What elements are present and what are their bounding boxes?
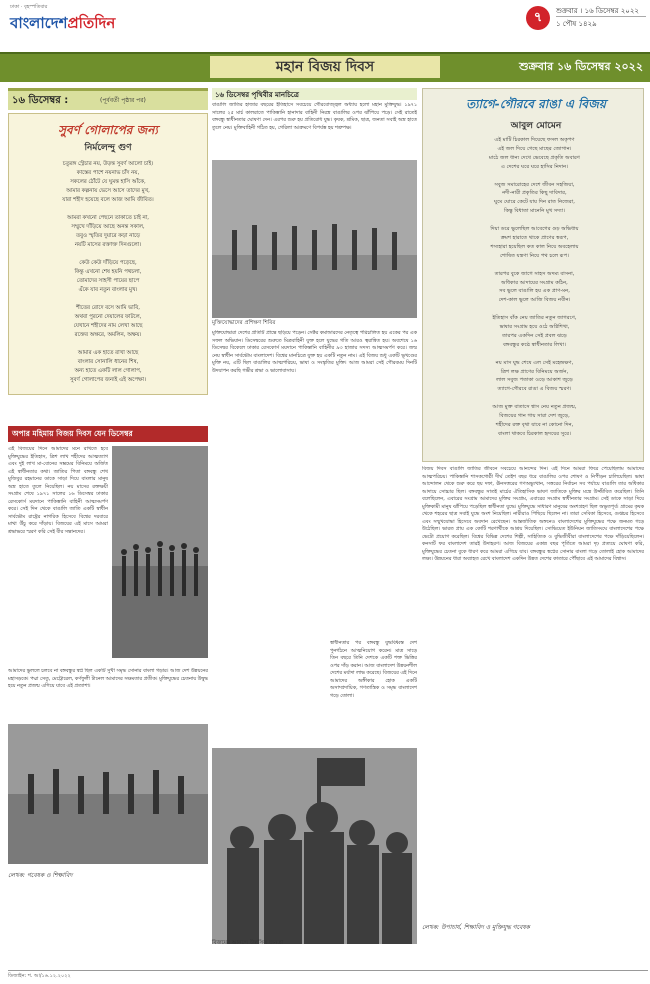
issue-date-bangla: ১ পৌষ ১৪২৯ bbox=[556, 16, 646, 30]
right-article-body: বিজয় দিবস বাঙালি জাতির জীবনে সবচেয়ে আনন্দের দিন। এই দিনে আমরা ফিরে পেয়েছিলাম আমাদের আত্মপরিচয়। পাকিস্তানি শাসকগোষ্ঠী দীর্ঘ তেইশ বছর ধরে বাঙালির ওপর শোষণ ও নিপীড়ন চালিয়েছিল। ভাষা আন্দোলন থেকে শুরু করে ছয় দফা, ঊনসত্তরের গণঅভ্যুত্থান, সত্তরের নির্বাচন সব পর্যায়ে বাঙালি তার অধিকার আদায়ে সোচ্চার ছিল। বঙ্গবন্ধুর সাতই মার্চের ঐতিহাসিক ভাষণ জাতিকে মুক্তির মন্ত্রে উজ্জীবিত করেছিল। তিনি বলেছিলেন, এবারের সংগ্রাম আমাদের মুক্তির সংগ্রাম, এবারের সংগ্রাম স্বাধীনতার সংগ্রাম। সেই ডাকে সাড়া দিয়ে মুক্তিকামী মানুষ ঝাঁপিয়ে পড়েছিল স্বাধীনতা যুদ্ধে। মুক্তিযুদ্ধে সাধারণ মানুষের অংশগ্রহণ ছিল অভূতপূর্ব। গ্রামের কৃষক থেকে শহরের ছাত্র সবাই যুদ্ধে অংশ নিয়েছিল। নারীরাও পিছিয়ে ছিলেন না। তারা সেবিকা হিসেবে, গুপ্তচর হিসেবে এবং সম্মুখযোদ্ধা হিসেবে অবদান রেখেছেন। আন্তর্জাতিক অঙ্গনেও বাংলাদেশের মুক্তিযুদ্ধের পক্ষে জনমত গড়ে উঠেছিল। ভারত প্রায় এক কোটি শরণার্থীকে আশ্রয় দিয়েছিল। সোভিয়েত ইউনিয়ন জাতিসংঘে বাংলাদেশের পক্ষে ভেটো প্রয়োগ করেছিল। বিশ্বের বিভিন্ন দেশের শিল্পী, সাহিত্যিক ও বুদ্ধিজীবীরা বাংলাদেশের পক্ষে দাঁড়িয়েছিলেন। কনসার্ট ফর বাংলাদেশ তারই উদাহরণ। আজ বিজয়ের একান্ন বছর পূর্তিতে আমরা দৃঢ় প্রত্যয়ে ঘোষণা করি, মুক্তিযুদ্ধের চেতনা বুকে ধারণ করে আমরা এগিয়ে যাব। বঙ্গবন্ধুর স্বপ্নের সোনার বাংলা গড়ে তোলাই হোক আমাদের লক্ষ্য। উন্নয়নের ধারা অব্যাহত রেখে বাংলাদেশ একদিন উন্নত দেশের কাতারে পৌঁছাবে এই আমাদের বিশ্বাস। bbox=[422, 466, 644, 562]
left-article-body-2: আমাদের ভুললে চলবে না বঙ্গবন্ধুর স্বপ্ন ছিল একটি সুখী সমৃদ্ধ সোনার বাংলা গড়ার। আজ দেশ উন্নয়নের মহাসড়কে। পদ্মা সেতু, মেট্রোরেল, কর্ণফুলী টানেল আমাদের সক্ষমতার প্রতীক। মুক্তিযুদ্ধের চেতনায় উদ্বুদ্ধ হয়ে নতুন প্রজন্ম এগিয়ে যাবে এই প্রত্যাশা। bbox=[8, 668, 208, 689]
poem-title[interactable]: সুবর্ণ গোলাপের জন্য bbox=[58, 123, 158, 137]
photo1-caption: মুক্তিযোদ্ধাদের প্রশিক্ষণ শিবির bbox=[212, 320, 276, 326]
photo2-caption: বিজয়ের আনন্দে উল্লসিত জনতা bbox=[212, 940, 284, 946]
logo-tagline: ঢাকা · বৃহস্পতিবার bbox=[10, 4, 48, 10]
logo-part-b: প্রতিদিন bbox=[67, 14, 116, 32]
section-date: শুক্রবার ১৬ ডিসেম্বর ২০২২ bbox=[519, 60, 643, 73]
left-article-body: এই বিজয়ের দিনে আমাদের মনে রাখতে হবে মুক্তিযুদ্ধের ইতিহাস, ত্রিশ লাখ শহীদের আত্মত্যাগ এবং দুই লাখ মা-বোনের সম্ভ্রমের বিনিময়ে অর্জিত এই স্বাধীনতার কথা। জাতির পিতা বঙ্গবন্ধু শেখ মুজিবুর রহমানের ডাকে সাড়া দিয়ে বাংলার মানুষ অস্ত্র হাতে তুলে নিয়েছিল। নয় মাসের রক্তক্ষয়ী সংগ্রাম শেষে ১৯৭১ সালের ১৬ ডিসেম্বর ঢাকার রেসকোর্স ময়দানে পাকিস্তানি বাহিনী আত্মসমর্পণ করে। সেই দিন থেকে বাঙালি জাতি একটি স্বাধীন সার্বভৌম রাষ্ট্রের নাগরিক হিসেবে বিশ্বের দরবারে মাথা উঁচু করে দাঁড়ায়। বিজয়ের এই মাসে আমরা শ্রদ্ধাভরে স্মরণ করি সেই বীর সন্তানদের। bbox=[8, 446, 108, 535]
victory-crowd-photo bbox=[212, 748, 417, 944]
training-camp-photo bbox=[212, 160, 417, 318]
poem-verses: চতুরঙ্গ স্ট্রেচার নয়, উড়ন্ত সুবর্ণ আলো চাই। কাস্তের পাশে নয়নাভ চাঁদ নয়, সকলের ঠোঁটে যে ঘুমন্ত হাসি আঁকে, আমার কল্পনায় ভেসে আসে তাদের মুখ, যারা শহীদ হয়েছে বলে আজ আমি জীবিত। আমরা কখনো পেছনে তাকাতে চাই না, সম্মুখে দাঁড়িয়ে আছে অনন্ত সকাল, তবুও স্মৃতির দুয়ারে কড়া নাড়ে নয়টি মাসের রক্তাক্ত দিনগুলো। কেউ কেউ দাঁড়িয়ে পড়েছে, কিন্তু এখনো শেষ হয়নি পথচলা, তোমাদের সাহসী পায়ের ছাপে এঁকে যাব নতুন বাংলার মুখ। শীতের রোদে বসে আমি ভাবি, অথবা পুরনো দেয়ালের ফাটলে, যেখানে শহীদের নাম লেখা আছে রক্তের অক্ষরে, অমলিন, অক্ষয়। আমার এক হাতে রাখা আছে বাংলার সোনালি ধানের শিষ, অন্য হাতে একটি লাল গোলাপ, সুবর্ণ গোলাপের জন্যই এই অপেক্ষা। bbox=[62, 161, 154, 383]
middle-article-intro: বাঙালি জাতির হাজার বছরের ইতিহাসে সবচেয়ে গৌরবোজ্জ্বল অধ্যায় হলো মহান মুক্তিযুদ্ধ। ১৯৭১ সালের ২৫ মার্চ কালরাতে পাকিস্তানি হানাদার বাহিনী নিরস্ত্র বাঙালির ওপর ঝাঁপিয়ে পড়ে। সেই রাতেই বঙ্গবন্ধু স্বাধীনতার ঘোষণা দেন। এরপর শুরু হয় প্রতিরোধ যুদ্ধ। কৃষক, শ্রমিক, ছাত্র, জনতা সবাই অস্ত্র হাতে তুলে নেয়। মুক্তিবাহিনী গঠিত হয়, গেরিলা আক্রমণে বিপর্যস্ত হয় শত্রুপক্ষ। bbox=[212, 102, 417, 131]
page-number-badge: ৭ bbox=[526, 6, 550, 30]
logo-part-a: বাংলাদেশ bbox=[10, 14, 68, 32]
newspaper-logo[interactable] bbox=[10, 4, 160, 32]
left-header-title: ১৬ ডিসেম্বর : bbox=[12, 95, 69, 106]
march-photo bbox=[8, 724, 208, 864]
section-title: মহান বিজয় দিবস bbox=[210, 56, 440, 78]
right-article-byline: লেখক: উপাচার্য, শিক্ষাবিদ ও মুক্তিযুদ্ধ গবেষক bbox=[422, 924, 530, 931]
right-poem-title[interactable]: ত্যাগে-গৌরবে রাঙা এ বিজয় bbox=[466, 97, 606, 111]
middle-article-body-2: স্বাধীনতার পর বঙ্গবন্ধু যুদ্ধবিধ্বস্ত দেশ পুনর্গঠনে আত্মনিয়োগ করেন। মাত্র সাড়ে তিন বছরে তিনি দেশকে একটি শক্ত ভিত্তির ওপর দাঁড় করান। আজ বাংলাদেশ উন্নয়নশীল দেশের মর্যাদা লাভ করেছে। বিজয়ের এই দিনে আমাদের অঙ্গীকার হোক একটি অসাম্প্রদায়িক, গণতান্ত্রিক ও সমৃদ্ধ বাংলাদেশ গড়ে তোলা। bbox=[330, 640, 417, 699]
middle-article-heading[interactable]: ১৬ ডিসেম্বর পৃথিবীর মানচিত্রে bbox=[212, 88, 417, 100]
left-article-byline: লেখক: গবেষক ও শিক্ষাবিদ bbox=[8, 872, 73, 879]
right-poem-verses: এই মাটি চিরকাল দিয়েছে ফসল অকৃপণ এই জল দিয়ে গেছে মাছের জোগান। মাঠে জল ধান্য দেখে ভেবেছে প্রকৃতি অবারণ এ দেশের ঘরে ঘরে হাসির নিদান। সবুজ সমারোহের দেশে জীবন সহজিয়া, নদী-নারী প্রকৃতির কিছু দাবিদার, ঘুমে ঘোরে কেটে যায় দিন রাত নিজেরা, কিন্তু বিধাতা মানেনি মুখ সদ্যা। দিয়া ডরে ভুলেছিল আবেগের গুঢ় অভিধায় ক্রমশ হারাতে থাকে প্রাণের স্বরূপ, শস্যহারা হয়েছিল কত কাল নিয়ে অবহেলায় শোষিত যন্ত্রণা নিয়ে পথ চলে রূপ। তারপর বুকে জাগে সাহস অদম্য বাসনা, অধিকার আদায়ের সংগ্রাম কঠিন, সব ভুলে বাঙালি হয় এক প্রাণ-মন, দেশ-কাল ভুলে আজি বিজয় নবীন। ইতিহাস বাঁক নেয় জাতির নতুন জাগরণে, ভাষার সংগ্রাম হয়ে ওঠে অগ্নিশিখা, তারপর একদিন সেই প্রবল ঝড়ে বঙ্গবন্ধুর কণ্ঠে স্বাধীনতার লিখা। নয় মাস যুদ্ধ শেষে এল সেই মহেন্দ্রক্ষণ, ত্রিশ লক্ষ প্রাণের বিনিময়ে অর্জন, লাল সবুজ পতাকা ওড়ে আকাশ জুড়ে ত্যাগে-গৌরবে রাঙা এ বিজয় স্মরণ। আজ মুক্ত বাতাসে শ্বাস নেয় নতুন প্রজন্ম, বিজয়ের গান গায় সারা দেশ জুড়ে, শহীদের রক্ত বৃথা যাবে না কোনো দিন, বাংলা থাকবে চিরকাল হৃদয়ের সুরে। bbox=[489, 137, 580, 437]
left-header-note: (পূর্ববর্তী পৃষ্ঠার পর) bbox=[100, 97, 146, 104]
right-poem-author: আবুল মোমেন bbox=[510, 121, 562, 131]
poem-author: নির্মলেন্দু গুণ bbox=[84, 143, 132, 153]
freedom-fighters-photo bbox=[112, 446, 208, 658]
article-subheading[interactable]: অপার মহিমায় বিজয় দিবস যেন ডিসেম্বর bbox=[8, 426, 208, 442]
page-footer: ডিজাইন: শ. আ/১৬.১২.২০২২ bbox=[8, 970, 648, 981]
middle-article-body: মুক্তিযোদ্ধারা দেশের প্রতিটি প্রান্তে ছড়িয়ে পড়েন। সেক্টর কমান্ডারদের নেতৃত্বে পরিচালিত হয় একের পর এক সফল অভিযান। ডিসেম্বরের শুরুতে মিত্রবাহিনী যুক্ত হলে যুদ্ধের গতি আরও ত্বরান্বিত হয়। অবশেষে ১৬ ডিসেম্বর বিকেলে ঢাকার রেসকোর্স ময়দানে পাকিস্তানি বাহিনীর ৯৩ হাজার সদস্য আত্মসমর্পণ করে। জন্ম নেয় স্বাধীন সার্বভৌম বাংলাদেশ। বিশ্বের মানচিত্রে যুক্ত হয় একটি নতুন নাম। এই বিজয় শুধু একটি ভূখণ্ডের মুক্তি নয়, এটি ছিল বাঙালির আত্মপরিচয়, ভাষা ও সংস্কৃতির মুক্তি। আজ আমরা সেই গৌরবময় দিনটি উদযাপন করছি গভীর শ্রদ্ধা ও ভালোবাসায়। bbox=[212, 330, 417, 374]
issue-date: শুক্রবার । ১৬ ডিসেম্বর ২০২২ bbox=[556, 7, 639, 15]
